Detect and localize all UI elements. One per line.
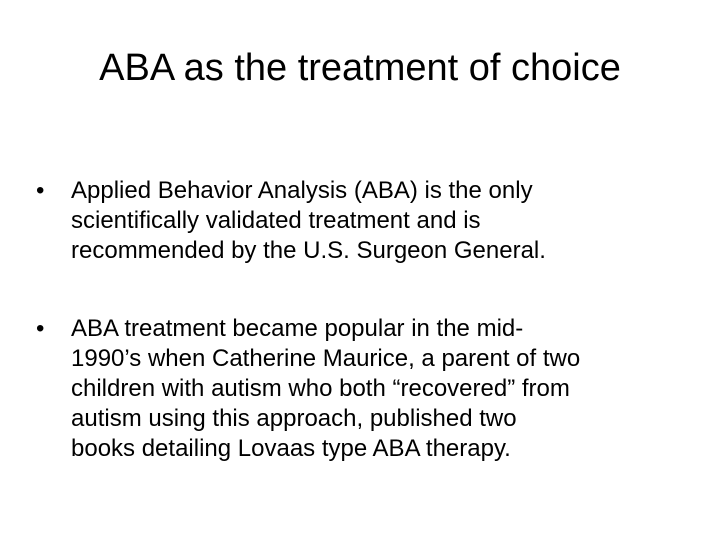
bullet-text-line: scientifically validated treatment and is [71, 207, 481, 234]
bullet-text-line: ABA treatment became popular in the mid- [71, 315, 524, 342]
bullet-item-aba-validated [36, 176, 676, 266]
bullet-marker-icon: • [36, 177, 45, 204]
bullet-text-line: children with autism who both “recovered” from [71, 375, 570, 402]
bullet-text-line: 1990’s when Catherine Maurice, a parent of two [71, 345, 581, 372]
bullet-list [36, 176, 676, 464]
bullet-text-line: books detailing Lovaas type ABA therapy. [71, 435, 511, 462]
bullet-text-line: recommended by the U.S. Surgeon General. [71, 237, 546, 264]
bullet-marker-icon: • [36, 315, 45, 342]
bullet-text-line: autism using this approach, published two [71, 405, 517, 432]
slide-title: ABA as the treatment of choice [99, 47, 621, 89]
bullet-item-aba-history [36, 314, 676, 464]
bullet-text-line: Applied Behavior Analysis (ABA) is the only [71, 177, 533, 204]
